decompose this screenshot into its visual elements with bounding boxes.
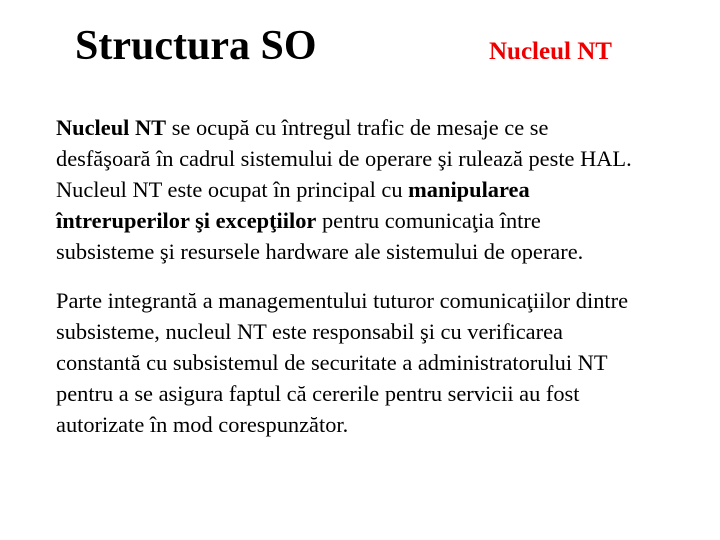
paragraph-line <box>56 205 716 236</box>
paragraph-line <box>56 174 716 205</box>
text-run: Nucleul NT este ocupat în principal cu <box>56 177 409 202</box>
bold-term-nucleul-nt: Nucleul NT <box>56 115 167 140</box>
paragraph-line: Parte integrantă a managementului tuturor comunicaţiilor dintre <box>56 288 629 313</box>
text-run: se ocupă cu întregul trafic de mesaje ce se <box>166 115 549 140</box>
paragraph-communication-management <box>56 285 716 440</box>
paragraph-line: pentru a se asigura faptul că cererile pentru servicii au fost <box>56 381 580 406</box>
bold-term-interrupts-exceptions: întreruperilor şi excepţiilor <box>56 208 317 233</box>
paragraph-kernel-description <box>56 112 716 267</box>
text-run: pentru comunicaţia între <box>316 208 541 233</box>
paragraph-line: autorizate în mod corespunzător. <box>56 412 349 437</box>
slide-title: Structura SO <box>75 23 317 69</box>
paragraph-line: constantă cu subsistemul de securitate a administratorului NT <box>56 350 608 375</box>
paragraph-line: desfăşoară în cadrul sistemului de operare şi rulează peste HAL. <box>56 146 632 171</box>
paragraph-line <box>56 112 716 143</box>
paragraph-line: subsisteme, nucleul NT este responsabil şi cu verificarea <box>56 319 563 344</box>
bold-term-manipularea: manipularea <box>408 177 530 202</box>
paragraph-line: subsisteme şi resursele hardware ale sistemului de operare. <box>56 239 584 264</box>
slide-subtitle: Nucleul NT <box>489 38 612 65</box>
